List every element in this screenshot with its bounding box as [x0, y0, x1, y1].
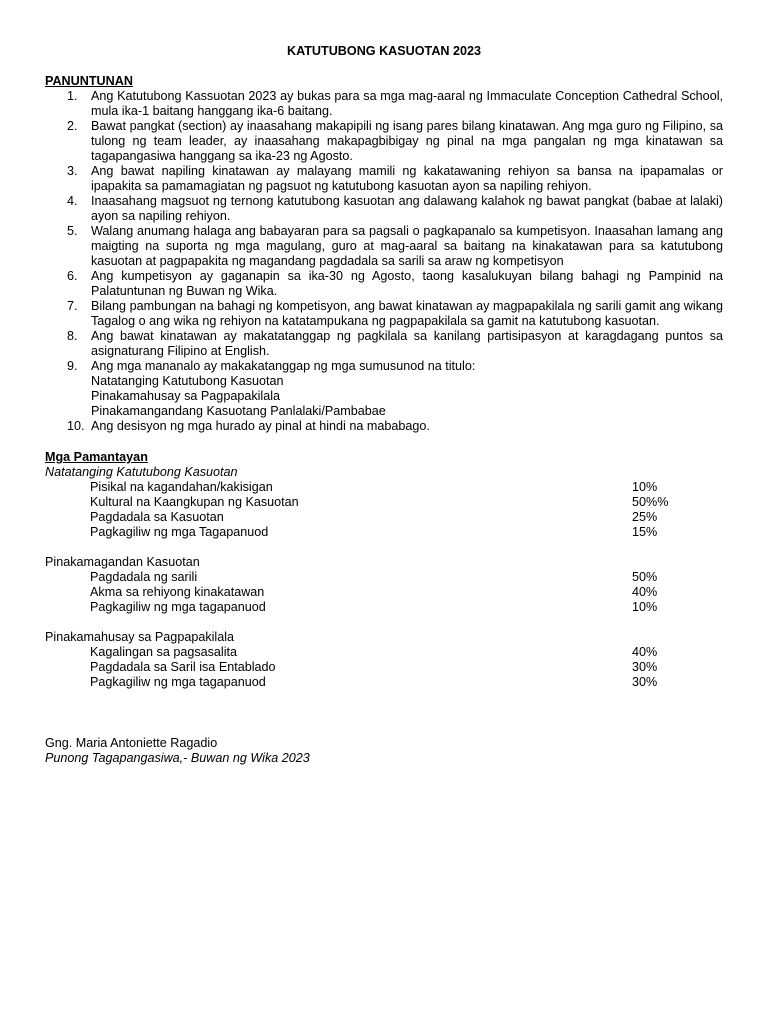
- rule-number: 4.: [67, 194, 78, 208]
- title-item: Natatanging Katutubong Kasuotan: [91, 374, 284, 388]
- criteria-row: [45, 645, 723, 660]
- rule-item: [45, 269, 723, 299]
- criteria-label: Pagdadala sa Saril isa Entablado: [90, 660, 276, 674]
- rule-item: [45, 89, 723, 119]
- rule-text: Ang bawat kinatawan ay makatatanggap ng pagkilala sa kanilang partisipasyon at karagdagang puntos sa asignaturang Filipino at English.: [91, 329, 723, 358]
- rule-item: [45, 299, 723, 329]
- criteria-label: Pagdadala sa Kasuotan: [90, 510, 224, 524]
- spacer: [45, 540, 723, 555]
- criteria-percent: 10%: [632, 600, 658, 614]
- rules-list: [45, 89, 723, 434]
- rule-text: Bawat pangkat (section) ay inaasahang makapipili ng isang pares bilang kinatawan. Ang mga guro ng Filipino, sa tulong ng team leader, ay inaasahang makapagbibigay ng pinal na mga pangalan ng mga kinatawan sa tagapangasiwa hanggang sa ika-23 ng Agosto.: [91, 119, 723, 163]
- rule-text: Ang desisyon ng mga hurado ay pinal at hindi na mababago.: [91, 419, 430, 433]
- title-item: Pinakamahusay sa Pagpapakilala: [91, 389, 281, 403]
- rule-text: Bilang pambungan na bahagi ng kompetisyon, ang bawat kinatawan ay magpapakilala ng sarili gamit ang wikang Tagalog o ang wika ng rehiyon na katatampukana ng pagpapakilala sa gamit na katutubong kasuotan.: [91, 299, 723, 328]
- criteria-percent: 30%: [632, 660, 658, 674]
- rule-text: Ang bawat napiling kinatawan ay malayang mamili ng kakatawaning rehiyon sa bansa na ipapamalas or ipapakita sa pamamagiatan ng pagsuot ng katutubong kasuotan ayon sa napiling rehiyon.: [91, 164, 723, 193]
- criteria-heading: Mga Pamantayan: [45, 450, 148, 464]
- criteria-percent: 40%: [632, 645, 658, 659]
- criteria-percent: 40%: [632, 585, 658, 599]
- title-item: Pinakamangandang Kasuotang Panlalaki/Pambabae: [91, 404, 386, 418]
- rule-number: 8.: [67, 329, 78, 343]
- signatory-name: Gng. Maria Antoniette Ragadio: [45, 736, 218, 750]
- criteria-row: [45, 525, 723, 540]
- document-title: KATUTUBONG KASUOTAN 2023: [286, 44, 482, 58]
- criteria-label: Pagkagiliw ng mga tagapanuod: [90, 675, 266, 689]
- criteria-category: [45, 630, 723, 690]
- rule-item: [45, 329, 723, 359]
- rule-number: 9.: [67, 359, 78, 373]
- rules-section: [45, 74, 723, 434]
- spacer: [45, 615, 723, 630]
- criteria-row: [45, 675, 723, 690]
- rule-number: 5.: [67, 224, 78, 238]
- rule-item: [45, 419, 723, 434]
- criteria-row: [45, 510, 723, 525]
- rule-number: 1.: [67, 89, 78, 103]
- criteria-row: [45, 585, 723, 600]
- signature-block: [45, 736, 723, 766]
- criteria-label: Pagdadala ng sarili: [90, 570, 198, 584]
- criteria-label: Kagalingan sa pagsasalita: [90, 645, 238, 659]
- criteria-row: [45, 495, 723, 510]
- criteria-label: Pagkagiliw ng mga Tagapanuod: [90, 525, 269, 539]
- criteria-label: Kultural na Kaangkupan ng Kasuotan: [90, 495, 299, 509]
- rule-item: [45, 164, 723, 194]
- criteria-label: Pisikal na kagandahan/kakisigan: [90, 480, 273, 494]
- criteria-label: Akma sa rehiyong kinakatawan: [90, 585, 265, 599]
- rule-text: Walang anumang halaga ang babayaran para sa pagsali o pagkapanalo sa kumpetisyon. Inaasahan lamang ang maigting na suporta ng mga magulang, guro at mag-aaral sa baitang na kinakatawan para sa katutubong kasuotan at pagpapakita ng magandang pagdadala sa sarili sa araw ng kompetisyon: [91, 224, 723, 268]
- rule-text: Ang kumpetisyon ay gaganapin sa ika-30 ng Agosto, taong kasalukuyan bilang bahagi ng Pampinid na Palatuntunan ng Buwan ng Wika.: [91, 269, 723, 298]
- rule-number: 6.: [67, 269, 78, 283]
- criteria-percent: 10%: [632, 480, 658, 494]
- criteria-percent: 50%%: [632, 495, 669, 509]
- criteria-label: Pagkagiliw ng mga tagapanuod: [90, 600, 266, 614]
- criteria-percent: 30%: [632, 675, 658, 689]
- rule-text: Ang mga mananalo ay makakatanggap ng mga sumusunod na titulo:: [91, 359, 476, 373]
- rule-text: Ang Katutubong Kassuotan 2023 ay bukas para sa mga mag-aaral ng Immaculate Conception Cathedral School, mula ika-1 baitang hanggang ika-6 baitang.: [91, 89, 723, 118]
- criteria-percent: 15%: [632, 525, 658, 539]
- rule-number: 2.: [67, 119, 78, 133]
- criteria-category: [45, 555, 723, 615]
- criteria-row: [45, 480, 723, 495]
- rule-item: [45, 119, 723, 164]
- criteria-percent: 50%: [632, 570, 658, 584]
- rule-item: [45, 224, 723, 269]
- rule-text: Inaasahang magsuot ng ternong katutubong kasuotan ang dalawang kalahok ng bawat pangkat (babae at lalaki) ayon sa napiling rehiyon.: [91, 194, 723, 223]
- rule-number: 3.: [67, 164, 78, 178]
- rule-number: 7.: [67, 299, 78, 313]
- rule-number: 10.: [67, 419, 85, 433]
- criteria-row: [45, 570, 723, 585]
- rules-heading: PANUNTUNAN: [45, 74, 133, 88]
- signatory-position: Punong Tagapangasiwa,- Buwan ng Wika 2023: [45, 751, 310, 765]
- rule-item: [45, 194, 723, 224]
- category-title: Pinakamagandan Kasuotan: [45, 555, 200, 569]
- criteria-section: [45, 450, 723, 690]
- category-title: Pinakamahusay sa Pagpapakilala: [45, 630, 235, 644]
- criteria-percent: 25%: [632, 510, 658, 524]
- criteria-category: [45, 465, 723, 540]
- criteria-row: [45, 600, 723, 615]
- rule-item: [45, 359, 723, 419]
- category-title: Natatanging Katutubong Kasuotan: [45, 465, 238, 479]
- criteria-row: [45, 660, 723, 675]
